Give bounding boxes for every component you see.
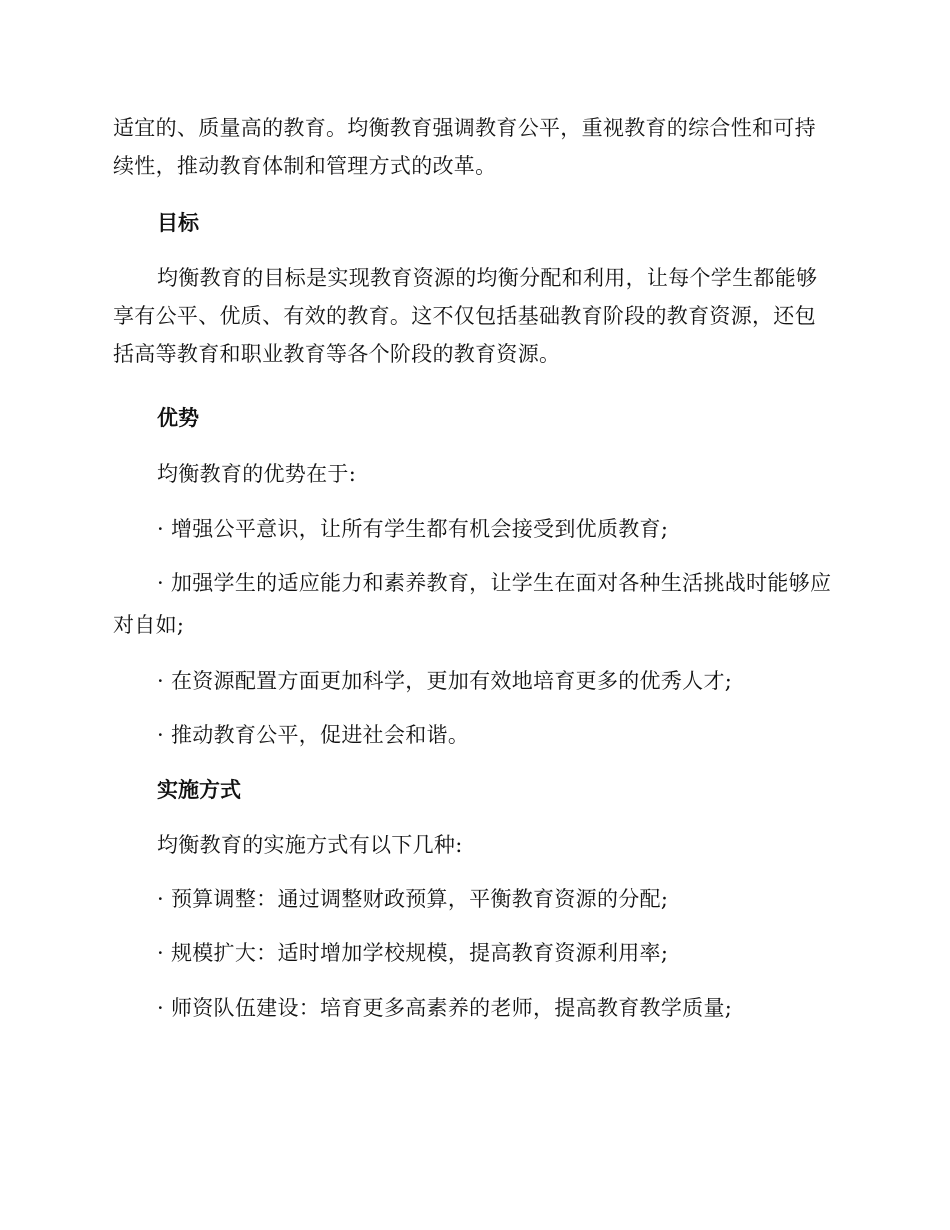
intro-paragraph: 适宜的、质量高的教育。均衡教育强调教育公平，重视教育的综合性和可持续性，推动教育体制和管理方式的改革。 <box>113 116 816 178</box>
advantage-intro: 均衡教育的优势在于: <box>157 462 357 486</box>
method-item: · 规模扩大：适时增加学校规模，提高教育资源利用率; <box>157 941 669 965</box>
advantage-item: · 增强公平意识，让所有学生都有机会接受到优质教育; <box>157 517 669 541</box>
method-intro: 均衡教育的实施方式有以下几种: <box>157 833 463 857</box>
method-item: · 师资队伍建设：培育更多高素养的老师，提高教育教学质量; <box>157 996 733 1020</box>
goal-heading: 目标 <box>157 211 199 235</box>
method-heading: 实施方式 <box>157 778 241 802</box>
advantage-item: · 加强学生的适应能力和素养教育，让学生在面对各种生活挑战时能够应对自如; <box>113 571 832 637</box>
method-item: · 预算调整：通过调整财政预算，平衡教育资源的分配; <box>157 887 669 911</box>
goal-paragraph: 均衡教育的目标是实现教育资源的均衡分配和利用，让每个学生都能够享有公平、优质、有效的教育。这不仅包括基础教育阶段的教育资源，还包括高等教育和职业教育等各个阶段的教育资源。 <box>113 266 818 366</box>
advantage-item: · 推动教育公平，促进社会和谐。 <box>157 723 470 747</box>
advantage-item: · 在资源配置方面更加科学，更加有效地培育更多的优秀人才; <box>157 669 733 693</box>
advantage-heading: 优势 <box>157 406 199 430</box>
